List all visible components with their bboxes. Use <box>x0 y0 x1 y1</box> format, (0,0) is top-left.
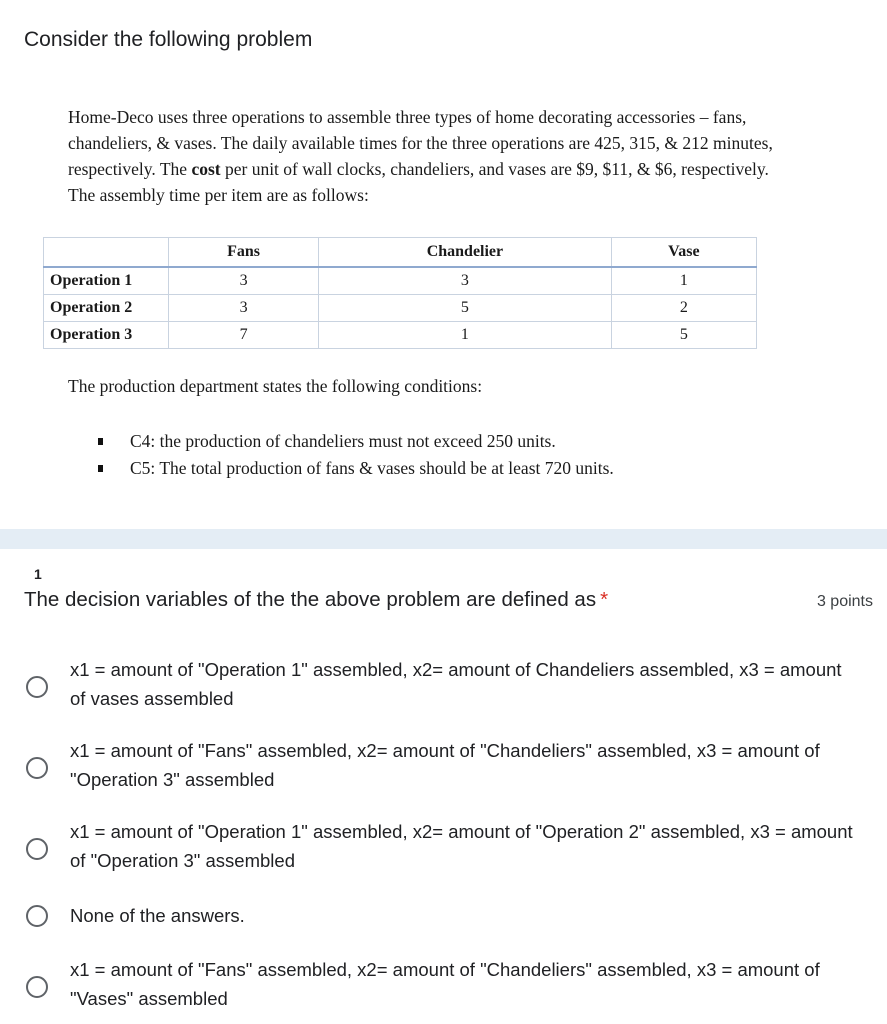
section-divider <box>0 529 887 549</box>
assembly-time-table <box>43 237 757 349</box>
question-text: The decision variables of the the above problem are defined as <box>24 588 597 611</box>
problem-text-part1: Home-Deco uses three operations to assemble three types of home decorating accessories – fans, chandeliers, & vases. The daily available times for the three operations are 425, 315, & 212 minutes, respectively. The <box>68 107 773 179</box>
table-row <box>44 295 757 322</box>
radio-button[interactable] <box>26 757 48 779</box>
radio-button[interactable] <box>26 976 48 998</box>
row-header: Operation 2 <box>44 295 169 322</box>
section-title: Consider the following problem <box>24 28 313 51</box>
table-cell: 3 <box>169 267 319 295</box>
table-corner-cell <box>44 238 169 268</box>
table-cell: 5 <box>319 295 612 322</box>
problem-text-part2: per unit of wall clocks, chandeliers, and vases are $9, $11, & $6, respectively. The assembly time per item are as follows: <box>68 159 769 205</box>
option-label[interactable]: None of the answers. <box>70 905 245 926</box>
table-cell: 3 <box>319 267 612 295</box>
question-title <box>24 588 608 612</box>
problem-cost-word: cost <box>191 159 221 179</box>
table-cell: 3 <box>169 295 319 322</box>
row-header: Operation 3 <box>44 322 169 349</box>
option-label[interactable]: x1 = amount of "Operation 1" assembled, x2= amount of Chandeliers assembled, x3 = amount of vases assembled <box>70 659 842 709</box>
question-number: 1 <box>34 566 42 582</box>
column-header: Vase <box>611 238 756 268</box>
condition-item <box>96 428 614 455</box>
radio-button[interactable] <box>26 676 48 698</box>
table-cell: 2 <box>611 295 756 322</box>
table-cell: 5 <box>611 322 756 349</box>
conditions-list <box>96 428 614 482</box>
table-header-row <box>44 238 757 268</box>
table-cell: 1 <box>319 322 612 349</box>
option-label[interactable]: x1 = amount of "Fans" assembled, x2= amount of "Chandeliers" assembled, x3 = amount of "Vases" assembled <box>70 959 820 1009</box>
problem-statement <box>68 104 798 208</box>
option-label[interactable]: x1 = amount of "Operation 1" assembled, x2= amount of "Operation 2" assembled, x3 = amount of "Operation 3" assembled <box>70 821 853 871</box>
radio-button[interactable] <box>26 838 48 860</box>
radio-button[interactable] <box>26 905 48 927</box>
bullet-icon <box>98 465 103 472</box>
column-header: Fans <box>169 238 319 268</box>
question-points: 3 points <box>816 593 873 610</box>
condition-item <box>96 455 614 482</box>
row-header: Operation 1 <box>44 267 169 295</box>
table-row <box>44 322 757 349</box>
conditions-intro: The production department states the following conditions: <box>68 376 483 396</box>
bullet-icon <box>98 438 103 445</box>
option-label[interactable]: x1 = amount of "Fans" assembled, x2= amount of "Chandeliers" assembled, x3 = amount of "Operation 3" assembled <box>70 740 820 790</box>
condition-text: C5: The total production of fans & vases should be at least 720 units. <box>130 458 614 478</box>
condition-text: C4: the production of chandeliers must not exceed 250 units. <box>130 431 556 451</box>
required-asterisk: * <box>600 588 609 611</box>
table-row <box>44 267 757 295</box>
column-header: Chandelier <box>319 238 612 268</box>
table-cell: 1 <box>611 267 756 295</box>
table-cell: 7 <box>169 322 319 349</box>
